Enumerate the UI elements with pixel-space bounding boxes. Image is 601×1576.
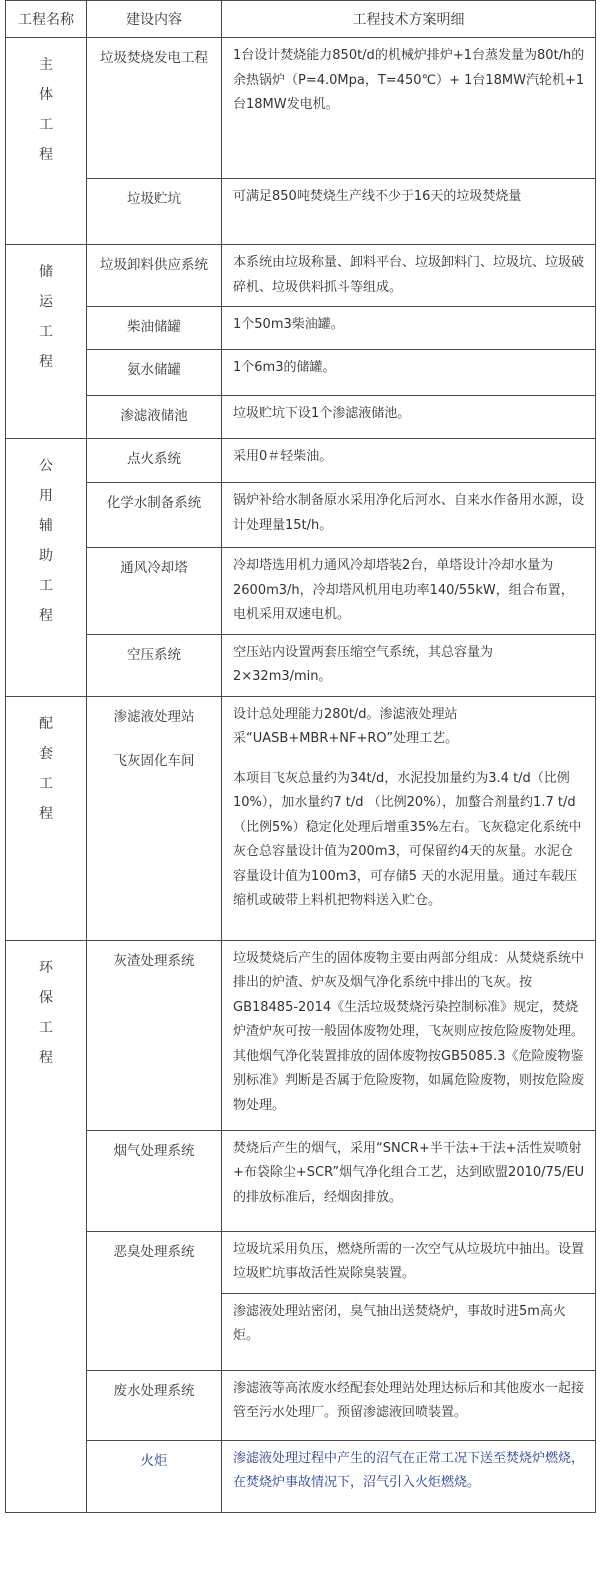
item-cell: 废水处理系统 — [87, 1370, 222, 1440]
table-row — [6, 38, 596, 179]
detail-fly-ash-workshop: 本项目飞灰总量约为34t/d，水泥投加量约为3.4 t/d（比例10%），加水量约7 t/d （比例20%），加螯合剂量约1.7 t/d （比例5%）稳定化处理后增重35%左右。飞灰稳定化系统中灰仓总容量设计值为200m3，可保留约4天的灰量。水泥仓容量设计值为100m3，可存储5 天的水泥用量。通过车载压缩机或破带上料机把物料送入贮仓。 — [233, 770, 582, 908]
detail-cell: 采用0＃轻柴油。 — [222, 439, 596, 483]
item-cell: 垃圾卸料供应系统 — [87, 245, 222, 307]
item-cell: 垃圾焚烧发电工程 — [87, 38, 222, 179]
category-public: 公 用 辅 助 工 程 — [6, 439, 87, 697]
detail-leachate-station: 设计总处理能力280t/d。渗滤液处理站采“UASB+MBR+NF+RO”处理工艺。 — [233, 706, 459, 746]
item-cell: 渗滤液储池 — [87, 396, 222, 439]
item-cell: 点火系统 — [87, 439, 222, 483]
item-cell: 柴油储罐 — [87, 307, 222, 350]
engineering-table — [5, 0, 596, 1513]
detail-cell: 冷却塔选用机力通风冷却塔装2台，单塔设计冷却水量为2600m3/h，冷却塔风机用电功率140/55kW，组合布置，电机采用双速电机。 — [222, 548, 596, 635]
detail-cell: 垃圾坑采用负压，燃烧所需的一次空气从垃圾坑中抽出。设置垃圾贮坑事故活性炭除臭装置。 — [222, 1231, 596, 1293]
item-leachate-station: 渗滤液处理站 — [113, 708, 195, 725]
item-cell: 烟气处理系统 — [87, 1130, 222, 1231]
category-storage: 储 运 工 程 — [6, 245, 87, 439]
table-row — [6, 396, 596, 439]
detail-cell: 垃圾焚烧后产生的固体废物主要由两部分组成：从焚烧系统中排出的炉渣、炉灰及烟气净化系统中排出的飞灰。按GB18485-2014《生活垃圾焚烧污染控制标准》规定，焚烧炉渣炉灰可按一般固体废物处理，飞灰则应按危险废物处理。其他烟气净化装置排放的固体废物按GB5085.3《危险废物鉴别标准》判断是否属于危险废物，如属危险废物，则按危险废物处理。 — [222, 940, 596, 1130]
table-row — [6, 245, 596, 307]
detail-cell: 1个50m3柴油罐。 — [222, 307, 596, 350]
detail-cell: 空压站内设置两套压缩空气系统，其总容量为2×32m3/min。 — [222, 634, 596, 696]
item-fly-ash-workshop: 飞灰固化车间 — [113, 752, 195, 769]
table-row — [6, 696, 596, 940]
table-row — [6, 483, 596, 548]
header-row — [6, 1, 596, 38]
table-row — [6, 940, 596, 1130]
item-cell: 恶臭处理系统 — [87, 1231, 222, 1370]
item-cell: 空压系统 — [87, 634, 222, 696]
item-cell: 化学水制备系统 — [87, 483, 222, 548]
header-detail: 工程技术方案明细 — [222, 1, 596, 38]
detail-cell — [222, 696, 596, 940]
table-row — [6, 548, 596, 635]
table-row — [6, 1370, 596, 1440]
table-row — [6, 634, 596, 696]
detail-cell: 渗滤液处理站密闭，臭气抽出送焚烧炉，事故时进5m高火炬。 — [222, 1293, 596, 1370]
table-row — [6, 179, 596, 245]
detail-cell: 1个6m3的储罐。 — [222, 350, 596, 396]
detail-cell: 可满足850吨焚烧生产线不少于16天的垃圾焚烧量 — [222, 179, 596, 245]
table-row — [6, 350, 596, 396]
table-row — [6, 1440, 596, 1512]
item-cell: 通风冷却塔 — [87, 548, 222, 635]
item-cell: 垃圾贮坑 — [87, 179, 222, 245]
detail-cell: 1台设计焚烧能力850t/d的机械炉排炉+1台蒸发量为80t/h的余热锅炉（P=4.0Mpa，T=450℃）+ 1台18MW汽轮机+1台18MW发电机。 — [222, 38, 596, 179]
table-row — [6, 439, 596, 483]
detail-cell: 渗滤液处理过程中产生的沼气在正常工况下送至焚烧炉燃烧，在焚烧炉事故情况下，沼气引入火炬燃烧。 — [222, 1440, 596, 1512]
detail-cell: 焚烧后产生的烟气，采用“SNCR+半干法+干法+活性炭喷射+布袋除尘+SCR”烟气净化组合工艺，达到欧盟2010/75/EU的排放标准后，经烟囱排放。 — [222, 1130, 596, 1231]
category-matching: 配 套 工 程 — [6, 696, 87, 940]
item-cell: 火炬 — [87, 1440, 222, 1512]
header-content: 建设内容 — [87, 1, 222, 38]
detail-cell: 本系统由垃圾称量、卸料平台、垃圾卸料门、垃圾坑、垃圾破碎机、垃圾供料抓斗等组成。 — [222, 245, 596, 307]
table-row — [6, 307, 596, 350]
table-row — [6, 1231, 596, 1293]
item-cell: 氨水储罐 — [87, 350, 222, 396]
detail-cell: 锅炉补给水制备原水采用净化后河水、自来水作备用水源，设计处理量15t/h。 — [222, 483, 596, 548]
header-name: 工程名称 — [6, 1, 87, 38]
table-row — [6, 1130, 596, 1231]
detail-cell: 渗滤液等高浓废水经配套处理站处理达标后和其他废水一起接管至污水处理厂。预留渗滤液回喷装置。 — [222, 1370, 596, 1440]
detail-cell: 垃圾贮坑下设1个渗滤液储池。 — [222, 396, 596, 439]
category-env: 环 保 工 程 — [6, 940, 87, 1512]
item-cell — [87, 696, 222, 940]
item-cell: 灰渣处理系统 — [87, 940, 222, 1130]
category-main: 主 体 工 程 — [6, 38, 87, 245]
